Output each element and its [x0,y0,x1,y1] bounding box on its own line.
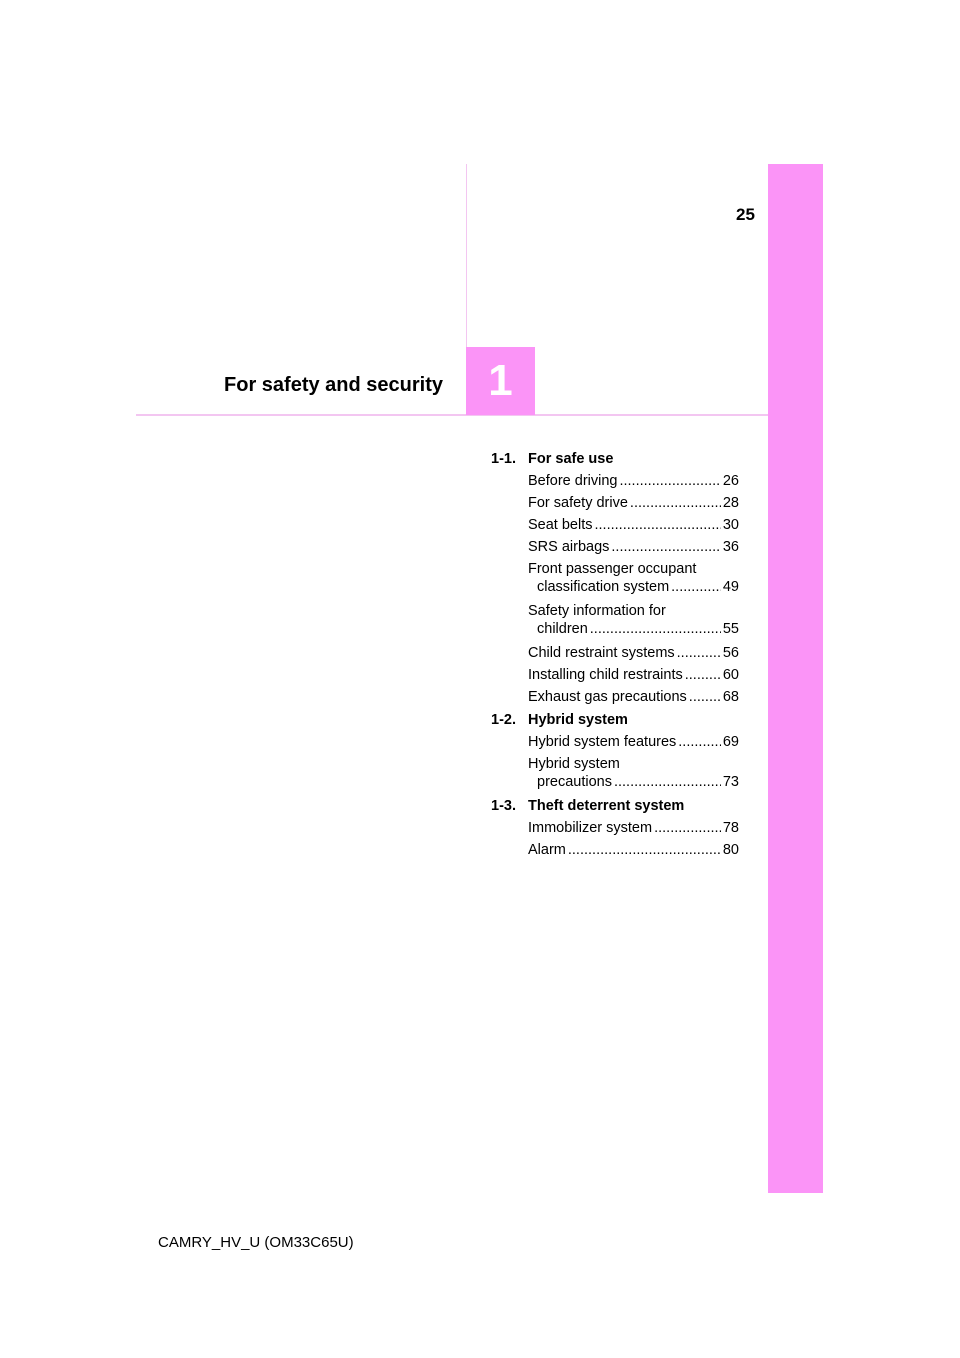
toc-entry-label-line1: Front passenger occupant [528,561,697,577]
toc-leader-dots [678,731,721,753]
toc-entry-label-line1: Hybrid system [528,756,620,772]
toc-entry[interactable] [528,514,739,536]
header-divider-horizontal [136,414,768,416]
toc-leader-dots [595,514,721,536]
toc-entry[interactable] [528,664,739,686]
toc-entry[interactable] [528,492,739,514]
toc-entry-page: 78 [722,820,739,836]
toc-entry-label: Hybrid system features [528,734,677,750]
toc-section-title: For safe use [528,451,614,467]
toc-entry[interactable] [528,839,739,861]
toc-entry[interactable] [528,731,739,753]
toc-entry[interactable] [528,753,739,791]
toc-section-number: 1-2. [491,712,516,728]
toc-entry-page: 30 [722,517,739,533]
toc-entry-label: Exhaust gas precautions [528,689,687,705]
toc-section-title: Theft deterrent system [528,798,685,814]
toc-entry-page: 68 [722,689,739,705]
toc-entry[interactable] [528,536,739,558]
chapter-side-tab [768,164,823,1193]
toc-leader-dots [630,492,721,514]
table-of-contents [491,447,739,861]
toc-entry-label: Alarm [528,842,566,858]
toc-entry-page: 26 [722,473,739,489]
toc-entry-page: 60 [722,667,739,683]
toc-leader-dots [614,773,721,791]
toc-entry-label: SRS airbags [528,539,610,555]
toc-entry-label: Installing child restraints [528,667,683,683]
chapter-number-box: 1 [466,347,535,415]
toc-entry[interactable] [528,817,739,839]
toc-entry-label: Child restraint systems [528,645,675,661]
toc-section-title: Hybrid system [528,712,628,728]
toc-entry-label: Seat belts [528,517,593,533]
document-footer: CAMRY_HV_U (OM33C65U) [158,1234,354,1251]
toc-section-heading[interactable] [491,795,739,817]
toc-entry[interactable] [528,470,739,492]
toc-entry-page: 56 [722,645,739,661]
toc-entry-label-line1: Safety information for [528,603,666,619]
toc-entry-page: 80 [722,842,739,858]
toc-entry-label: classification system [537,579,670,595]
toc-entry-label: children [537,621,588,637]
toc-leader-dots [689,686,721,708]
toc-leader-dots [611,536,720,558]
toc-entry-page: 69 [722,734,739,750]
toc-entry[interactable] [528,600,739,638]
page-number: 25 [736,205,755,224]
toc-leader-dots [619,470,720,492]
toc-entry[interactable] [528,686,739,708]
toc-section-number: 1-3. [491,798,516,814]
toc-leader-dots [677,642,721,664]
toc-entry-label: Before driving [528,473,618,489]
chapter-title: For safety and security [224,374,443,396]
toc-entry-label: For safety drive [528,495,628,511]
toc-entry[interactable] [528,558,739,596]
toc-entry[interactable] [528,642,739,664]
toc-section-heading[interactable] [491,709,739,731]
toc-entry-page: 49 [722,579,739,595]
toc-leader-dots [590,620,721,638]
toc-entry-page: 55 [722,621,739,637]
toc-section-heading[interactable] [491,448,739,470]
toc-leader-dots [671,578,721,596]
toc-entry-page: 73 [722,774,739,790]
toc-leader-dots [568,839,721,861]
toc-entry-label: Immobilizer system [528,820,653,836]
toc-section-number: 1-1. [491,451,516,467]
toc-leader-dots [654,817,721,839]
toc-entry-page: 28 [722,495,739,511]
toc-entry-page: 36 [722,539,739,555]
toc-entry-label: precautions [537,774,612,790]
toc-leader-dots [685,664,721,686]
